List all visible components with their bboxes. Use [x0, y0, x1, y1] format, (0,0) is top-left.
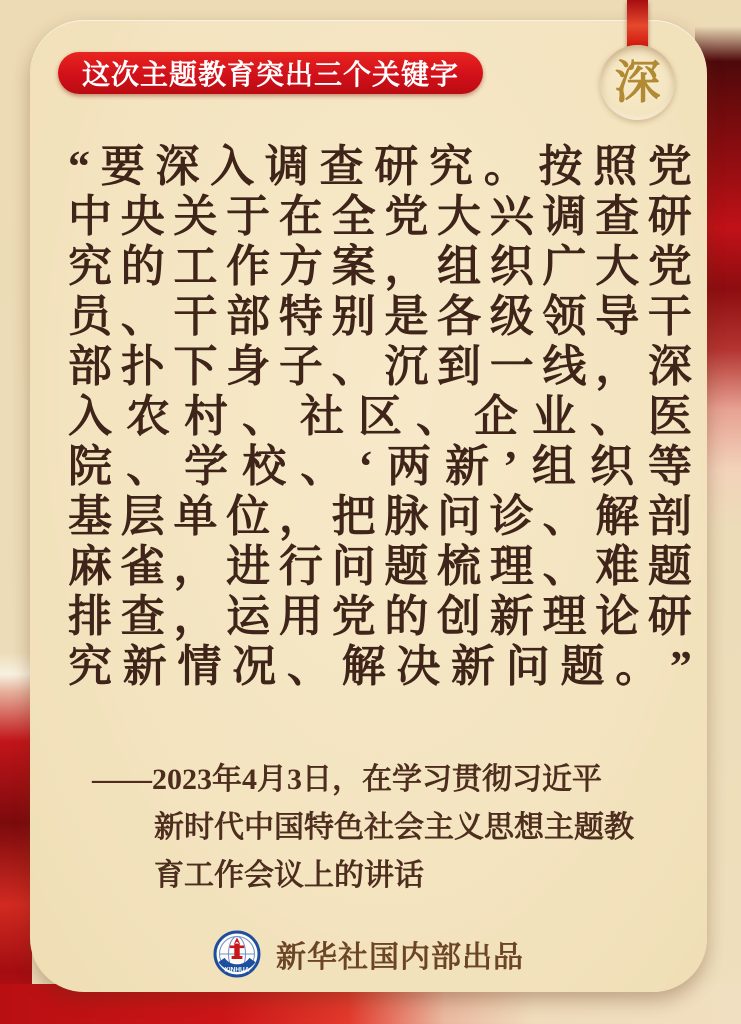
quote-line: 院 、 学 校 、 ‘ 两 新 ’ 组 织 等	[68, 442, 692, 491]
quote-line: 究 的 工 作 方 案 ， 组 织 广 大 党	[68, 242, 692, 291]
publisher-text: 新华社国内部出品	[276, 941, 524, 974]
publisher-row	[30, 930, 707, 978]
poster-card	[30, 20, 707, 992]
quote-block	[68, 142, 692, 692]
headline-banner	[58, 52, 483, 94]
seal-medallion	[600, 45, 675, 120]
quote-line: 排 查 ， 运 用 党 的 创 新 理 论 研	[68, 592, 692, 641]
quote-line: 部 扑 下 身 子 、 沉 到 一 线 ， 深	[68, 342, 692, 391]
quote-line: 中 央 关 于 在 全 党 大 兴 调 查 研	[68, 192, 692, 241]
quote-line: 麻 雀 ， 进 行 问 题 梳 理 、 难 题	[68, 542, 692, 591]
quote-line: 基 层 单 位 ， 把 脉 问 诊 、 解 剖	[68, 492, 692, 541]
attribution-line: ——2023年4月3日，在学习贯彻习近平	[92, 763, 602, 796]
seal-character: 深	[614, 56, 661, 108]
attribution-block	[92, 756, 667, 900]
red-ribbon-left	[0, 652, 32, 1024]
attribution-line: 育工作会议上的讲话	[154, 859, 424, 892]
quote-line: 入 农 村 、 社 区 、 企 业 、 医	[68, 392, 692, 441]
logo-ring-text: XINHUA	[224, 966, 250, 974]
xinhua-logo-icon	[213, 930, 261, 978]
quote-line: 究 新 情 况 、 解 决 新 问 题 。 ”	[68, 642, 692, 691]
quote-line: “ 要 深 入 调 查 研 究 。 按 照 党	[68, 142, 692, 191]
headline-text: 这次主题教育突出三个关键字	[82, 60, 460, 91]
attribution-line: 新时代中国特色社会主义思想主题教	[154, 811, 634, 844]
quote-line: 员 、 干 部 特 别 是 各 级 领 导 干	[68, 292, 692, 341]
